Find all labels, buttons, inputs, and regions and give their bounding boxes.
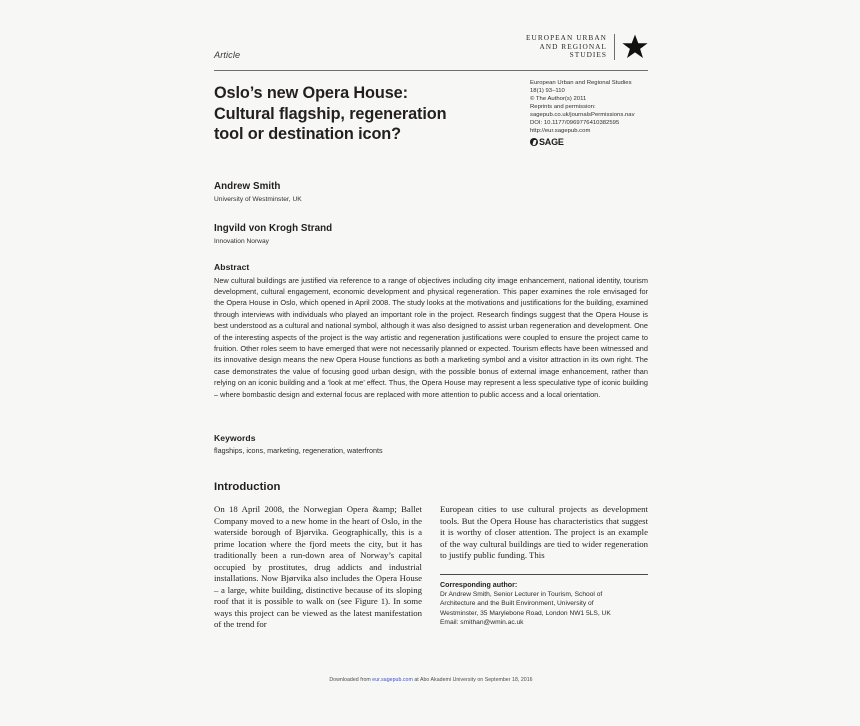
journal-logo-line-3: STUDIES [569,50,607,60]
sage-publisher-logo [530,138,648,146]
journal-logo [526,34,648,60]
journal-url[interactable]: http://eur.sagepub.com [530,128,591,135]
title-line-3: tool or destination icon? [214,125,401,144]
author-name: Ingvild von Krogh Strand [214,223,333,234]
journal-logo-text [526,34,615,60]
masthead [214,34,648,68]
copyright-notice: © The Author(s) 2011 [530,96,587,103]
author-entry [214,223,514,246]
author-entry [214,181,514,204]
author-name: Andrew Smith [214,181,281,192]
corresponding-author-heading: Corresponding author: [440,580,518,589]
keywords-section [214,433,544,456]
corresponding-author-line-2: Architecture and the Built Environment, University of [440,600,594,608]
article-type-label: Article [214,50,241,60]
journal-logo-line-1: EUROPEAN URBAN [526,33,607,43]
corresponding-author-line-3: Westminster, 35 Marylebone Road, London NW1 5LS, UK [440,609,611,617]
author-affiliation: University of Westminster, UK [214,196,302,203]
corresponding-author-block [440,581,648,627]
title-line-1: Oslo’s new Opera House: [214,84,408,102]
download-footer [214,677,648,683]
footer-prefix: Downloaded from [329,677,373,683]
body-columns [214,504,648,654]
keywords-heading: Keywords [214,433,256,443]
reprints-label: Reprints and permission: [530,104,596,111]
footer-source-link[interactable]: eur.sagepub.com [372,677,413,683]
volume-issue-pages: 18(1) 93–110 [530,88,565,95]
doi[interactable]: DOI: 10.1177/0969776410382595 [530,120,620,127]
author-spacer [214,204,514,223]
abstract-section [214,262,648,400]
page-content [214,0,648,726]
title-line-2: Cultural flagship, regeneration [214,104,447,123]
corresponding-author-email[interactable]: Email: smithan@wmin.ac.uk [440,618,524,626]
journal-metadata [530,79,648,146]
abstract-heading: Abstract [214,262,250,272]
body-column-left [214,504,422,631]
journal-logo-line-2: AND REGIONAL [539,41,607,51]
header-divider [214,70,648,71]
reprints-url[interactable]: sagepub.co.uk/journalsPermissions.nav [530,112,635,119]
introduction-heading: Introduction [214,481,281,493]
footer-suffix: at Abo Akademi University on September 18, 2016 [412,677,533,683]
intro-paragraph-right: European cities to use cultural projects as development tools. But the Opera House has characteristics that suggest it is worthy of closer attention. The project is an example of the way cultural buildings are tied to wider regeneration to justify public funding. This [440,504,648,561]
sage-logo-text: SAGE [539,137,564,148]
body-column-right [440,504,648,627]
journal-name: European Urban and Regional Studies [530,80,632,86]
sage-mark-icon [530,138,538,146]
corresponding-author-line-1: Dr Andrew Smith, Senior Lecturer in Tourism, School of [440,591,603,599]
star-icon [622,34,648,60]
author-list [214,181,514,246]
page-title [214,83,514,145]
corresponding-author-divider [440,574,648,575]
author-affiliation: Innovation Norway [214,238,269,245]
title-block [214,83,514,145]
abstract-text: New cultural buildings are justified via reference to a range of objectives including city image enhancement, national identity, tourism development, cultural engagement, economic development and physical regeneration. This paper examines the role envisaged for the Opera House in Oslo, which opened in April 2008. The study looks at the motivations and justifications for the building, examined through interviews with individuals who played an important role in the project. Research findings suggest that the Opera House is best understood as a cultural and national symbol, although it was also designed to assist urban regeneration and development. One of the interesting aspects of the project is the way artistic and regeneration justifications were coupled to ensure the project came to fruition. Other roles seem to have emerged that were not necessarily planned or expected. Tourism effects have been witnessed and its innovative design means the new Opera House functions as both a marketing symbol and a visitor attraction in its own right. The case demonstrates the value of focusing good urban design, with the possible bonus of external image enhancement, rather than relying on an iconic building and a ‘look at me’ effect. Thus, the Opera House may represent a less speculative type of iconic building – where bombastic design and external focus are replaced with more attention to public access and a local orientation. [214,275,648,399]
intro-paragraph-left: On 18 April 2008, the Norwegian Opera &amp; Ballet Company moved to a new home in the heart of Oslo, in the waterside borough of Bjørvika. Geographically, this is a prime location where the fjord meets the city, but it has traditionally been a run-down area of Norway’s capital occupied by prostitutes, drug addicts and industrial installations. Now Bjørvika also includes the Opera House – a large, white building, distinctive because of its sloping roof that it is possible to walk on (see Figure 1). In some ways this project can be viewed as the latest manifestation of the trend for [214,504,422,630]
keywords-text: flagships, icons, marketing, regeneration, waterfronts [214,445,383,455]
